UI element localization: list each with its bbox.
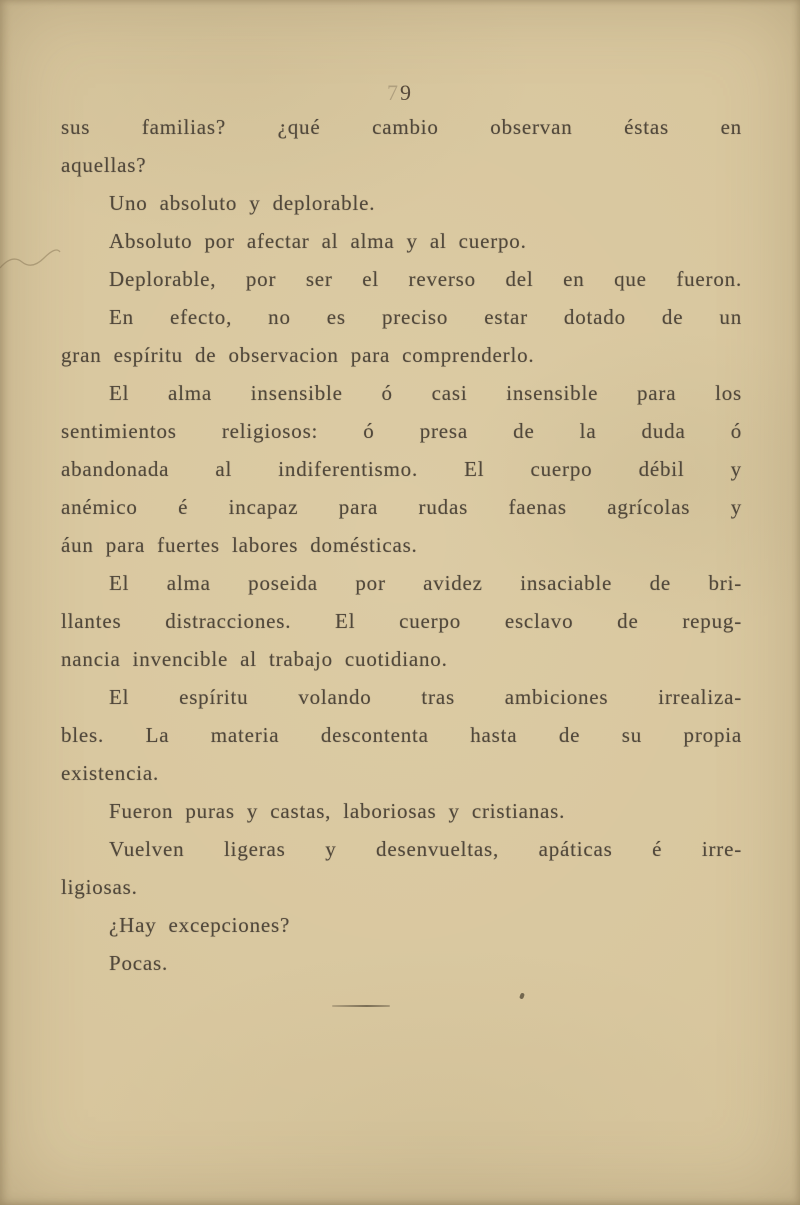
text-line: Absoluto por afectar al alma y al cuerpo. (109, 229, 527, 253)
text-line: El espíritu volando tras ambiciones irrealiza- (109, 685, 742, 709)
text-line: sus familias? ¿qué cambio observan éstas en (61, 115, 742, 139)
text-line: nancia invencible al trabajo cuotidiano. (61, 647, 448, 671)
text-line: Uno absoluto y deplorable. (109, 191, 376, 215)
text-line: El alma insensible ó casi insensible para los (109, 381, 742, 405)
text-line: gran espíritu de observacion para comprenderlo. (61, 343, 535, 367)
text-line: aquellas? (61, 153, 147, 177)
ink-speck (519, 992, 525, 999)
text-line: Vuelven ligeras y desenvueltas, apáticas é irre- (109, 837, 742, 861)
text-line: áun para fuertes labores domésticas. (61, 533, 418, 557)
text-line: Pocas. (109, 951, 169, 975)
paper-crease-mark (0, 246, 62, 286)
text-line: ¿Hay excepciones? (109, 913, 291, 937)
text-line: abandonada al indiferentismo. El cuerpo débil y (61, 457, 742, 481)
text-line: Fueron puras y castas, laboriosas y cristianas. (109, 799, 566, 823)
text-line: existencia. (61, 761, 160, 785)
page-text (61, 108, 742, 982)
text-line: bles. La materia descontenta hasta de su propia (61, 723, 742, 747)
text-line: En efecto, no es preciso estar dotado de un (109, 305, 742, 329)
page-number-faint-digit: 7 (387, 80, 400, 105)
text-line: llantes distracciones. El cuerpo esclavo de repug- (61, 609, 742, 633)
page-number (0, 80, 800, 106)
text-line: Deplorable, por ser el reverso del en que fueron. (109, 267, 742, 291)
text-line: anémico é incapaz para rudas faenas agrícolas y (61, 495, 742, 519)
text-line: El alma poseida por avidez insaciable de bri- (109, 571, 742, 595)
text-line: sentimientos religiosos: ó presa de la duda ó (61, 419, 742, 443)
section-divider-rule (332, 1005, 390, 1007)
page-number-clear-digit: 9 (400, 80, 413, 105)
text-line: ligiosas. (61, 875, 138, 899)
